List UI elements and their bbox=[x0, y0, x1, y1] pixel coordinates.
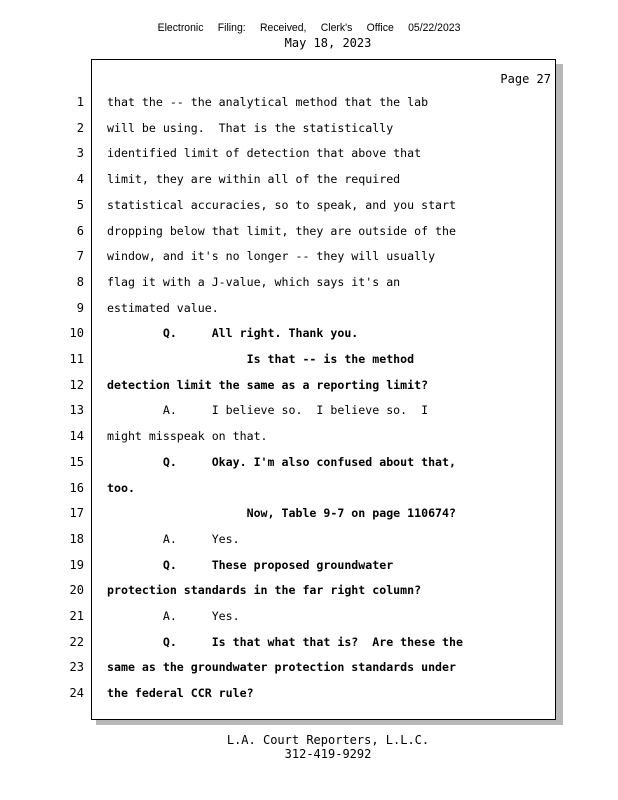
line-number: 1 bbox=[76, 95, 84, 109]
transcript-line: same as the groundwater protection standards under bbox=[107, 660, 457, 675]
filing-stamp-word: Received, bbox=[259, 22, 307, 34]
line-number: 11 bbox=[69, 352, 84, 366]
line-number: 14 bbox=[69, 429, 84, 444]
transcript-line: A. Yes. bbox=[107, 609, 240, 623]
transcript-line: estimated value. bbox=[107, 300, 219, 315]
line-number: 24 bbox=[69, 686, 84, 701]
transcript-line: identified limit of detection that above that bbox=[107, 146, 422, 161]
transcript-line: A. I believe so. I believe so. I bbox=[107, 403, 429, 418]
transcript-line: will be using. That is the statistically bbox=[107, 120, 394, 135]
line-number: 4 bbox=[76, 172, 84, 187]
line-number: 7 bbox=[76, 249, 84, 264]
transcript-date: May 18, 2023 bbox=[284, 36, 372, 50]
line-number: 15 bbox=[69, 454, 84, 469]
transcript-line: statistical accuracies, so to speak, and you start bbox=[107, 197, 457, 212]
line-number: 10 bbox=[69, 326, 84, 341]
transcript-line: Now, Table 9-7 on page 110674? bbox=[107, 506, 457, 521]
line-number: 19 bbox=[69, 557, 84, 572]
line-number: 20 bbox=[69, 583, 84, 598]
filing-stamp-word: Electronic bbox=[157, 22, 204, 34]
transcript-line: limit, they are within all of the required bbox=[107, 172, 401, 187]
line-number: 2 bbox=[76, 120, 84, 135]
reporter-name: L.A. Court Reporters, L.L.C. bbox=[226, 733, 430, 747]
filing-stamp-word: Office bbox=[366, 22, 394, 34]
line-number: 21 bbox=[69, 609, 84, 623]
filing-stamp-word: Clerk's bbox=[320, 22, 353, 34]
transcript-line: flag it with a J-value, which says it's an bbox=[107, 274, 401, 289]
line-number: 3 bbox=[76, 146, 84, 161]
line-number: 12 bbox=[69, 377, 84, 392]
footer bbox=[0, 733, 618, 761]
transcript-line: A. Yes. bbox=[107, 531, 240, 546]
line-number: 6 bbox=[76, 223, 84, 238]
transcript-line: too. bbox=[107, 480, 135, 495]
transcript-line: that the -- the analytical method that the lab bbox=[107, 95, 429, 109]
transcript-line: the federal CCR rule? bbox=[107, 686, 254, 701]
filing-stamp-date: 05/22/2023 bbox=[408, 22, 461, 34]
page-number: Page 27 bbox=[500, 72, 551, 86]
line-number: 18 bbox=[69, 531, 84, 546]
transcript-line: Is that -- is the method bbox=[107, 352, 415, 366]
transcript-line: protection standards in the far right column? bbox=[107, 583, 422, 598]
line-number: 5 bbox=[76, 197, 84, 212]
transcript-line: Q. All right. Thank you. bbox=[107, 326, 359, 341]
line-number: 16 bbox=[69, 480, 84, 495]
filing-stamp-word: Filing: bbox=[217, 22, 246, 34]
line-number: 13 bbox=[69, 403, 84, 418]
line-number: 9 bbox=[76, 300, 84, 315]
transcript-line: might misspeak on that. bbox=[107, 429, 268, 444]
transcript-line: Q. Okay. I'm also confused about that, bbox=[107, 454, 457, 469]
transcript-line: Q. Is that what that is? Are these the bbox=[107, 634, 463, 649]
line-number: 17 bbox=[69, 506, 84, 521]
reporter-phone: 312-419-9292 bbox=[284, 747, 372, 761]
line-number: 23 bbox=[69, 660, 84, 675]
transcript-line: window, and it's no longer -- they will usually bbox=[107, 249, 436, 264]
transcript-line: Q. These proposed groundwater bbox=[107, 557, 394, 572]
line-number: 22 bbox=[69, 634, 84, 649]
line-number: 8 bbox=[76, 274, 84, 289]
transcript-line: dropping below that limit, they are outside of the bbox=[107, 223, 457, 238]
transcript-line: detection limit the same as a reporting limit? bbox=[107, 377, 429, 392]
